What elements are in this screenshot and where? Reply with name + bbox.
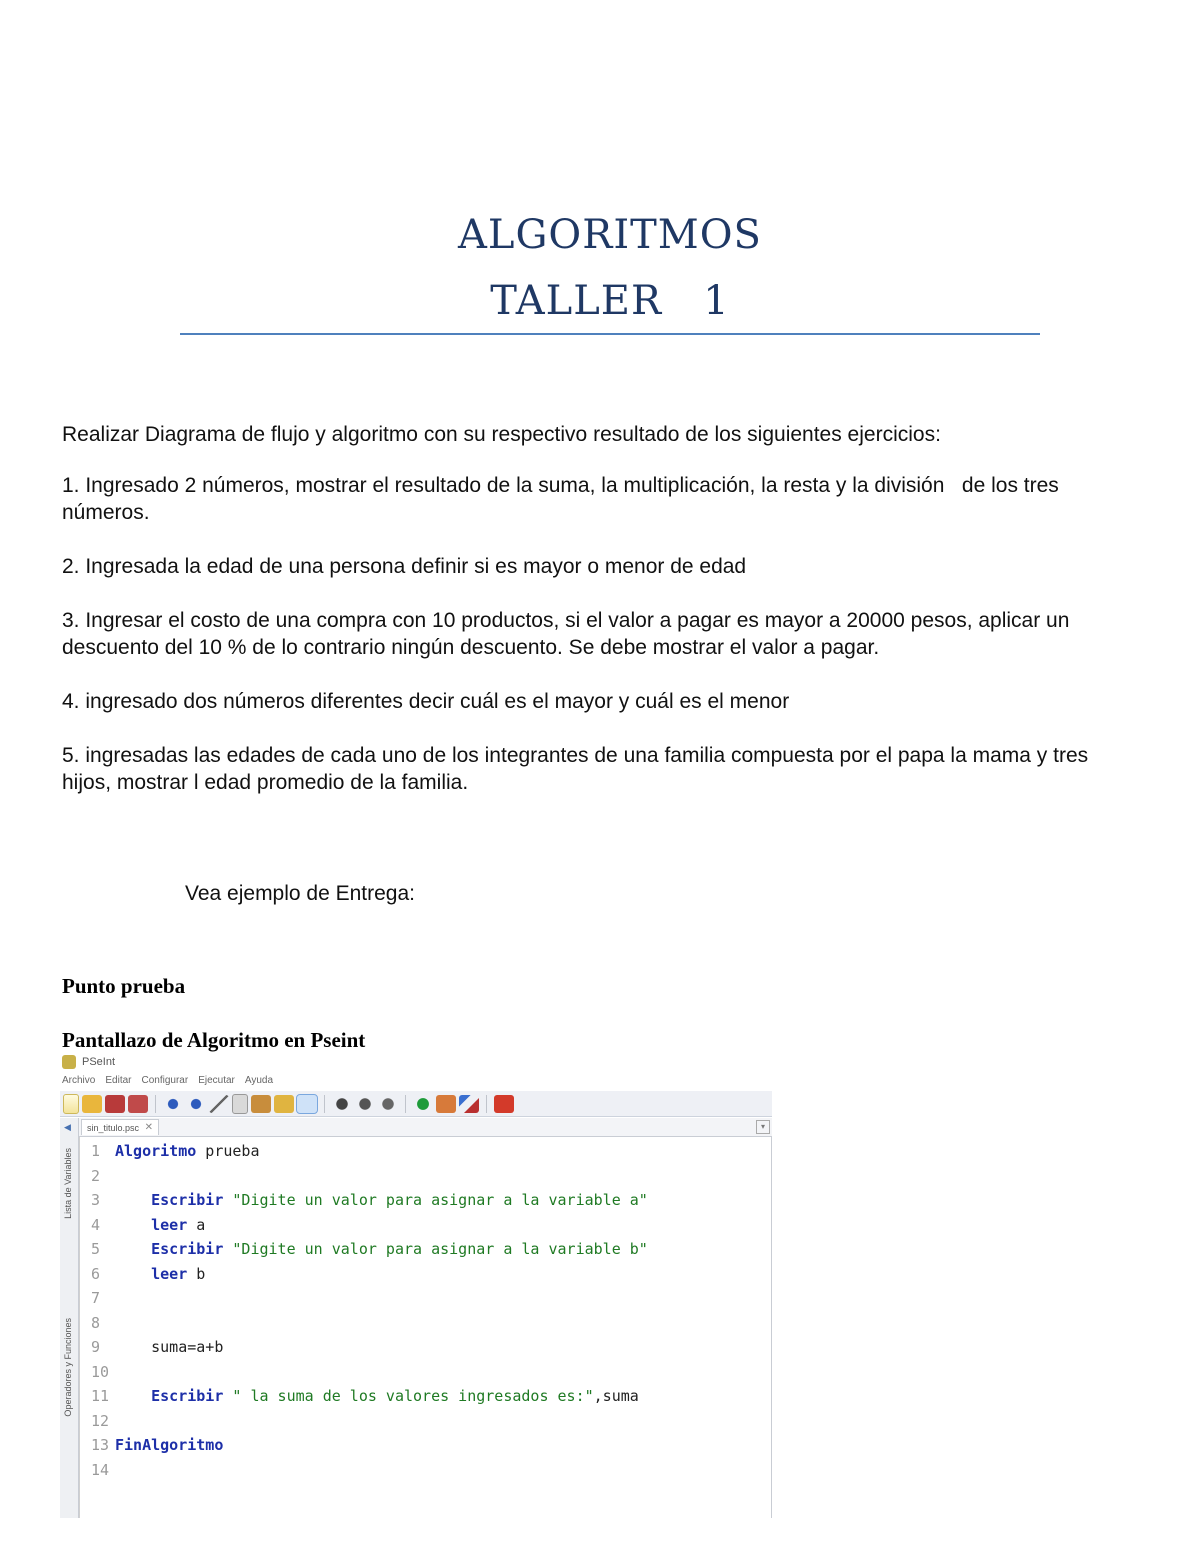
code-line (79, 1189, 648, 1211)
code-line (79, 1385, 639, 1407)
code-line (79, 1165, 115, 1187)
code-line (79, 1287, 115, 1309)
code-keyword: Escribir (151, 1191, 224, 1209)
toolbar-separator (155, 1095, 156, 1113)
menu-archivo[interactable]: Archivo (62, 1075, 96, 1086)
code-indent (115, 1240, 151, 1258)
save-icon[interactable] (105, 1095, 125, 1113)
section-heading: Punto prueba (62, 974, 186, 998)
line-number: 7 (91, 1289, 101, 1307)
step-run-icon[interactable] (436, 1095, 456, 1113)
operators-panel-tab[interactable]: Operadores y Funciones (63, 1318, 73, 1417)
editor-tab-bar (79, 1118, 772, 1137)
menu-editar[interactable]: Editar (105, 1075, 132, 1086)
code-keyword: FinAlgoritmo (115, 1436, 224, 1454)
line-number: 4 (91, 1215, 101, 1234)
screenshot-caption: Pantallazo de Algoritmo en Pseint (62, 1028, 366, 1052)
code-line (79, 1459, 115, 1481)
code-line (79, 1336, 223, 1358)
code-line (79, 1238, 648, 1260)
code-line (79, 1140, 260, 1162)
line-number: 2 (91, 1166, 101, 1185)
code-keyword: leer (151, 1215, 188, 1234)
code-editor[interactable] (79, 1137, 772, 1518)
document-title: ALGORITMOS (458, 212, 762, 258)
code-indent (115, 1338, 151, 1356)
indent-icon[interactable] (274, 1095, 294, 1113)
line-number: 3 (91, 1191, 101, 1209)
code-line (79, 1434, 223, 1456)
code-line (79, 1263, 205, 1285)
exercise-3: 3. Ingresar el costo de una compra con 10 productos, si el valor a pagar es mayor a 20000 pesos, aplicar un descuento del 10 % de lo contrario ningún descuento. Se debe mostrar el valor a pagar. (62, 609, 1076, 659)
flowchart-icon[interactable] (459, 1095, 479, 1113)
line-number: 13 (91, 1436, 110, 1454)
collapse-arrow-icon[interactable]: ◀ (64, 1122, 71, 1132)
code-indent (115, 1265, 151, 1283)
side-panel (60, 1118, 79, 1518)
example-label: Vea ejemplo de Entrega: (185, 882, 415, 905)
intro-text: Realizar Diagrama de flujo y algoritmo con su respectivo resultado de los siguientes ejercicios: (62, 423, 941, 446)
line-number: 14 (91, 1460, 110, 1479)
exercise-5: 5. ingresadas las edades de cada uno de los integrantes de una familia compuesta por el papa la mama y tres hijos, mostrar l edad promedio de la familia. (62, 744, 1094, 794)
code-indent (115, 1216, 151, 1234)
paste-icon[interactable] (251, 1095, 271, 1113)
find-icon[interactable] (297, 1095, 317, 1113)
code-line (79, 1312, 115, 1334)
variables-panel-tab[interactable]: Lista de Variables (63, 1148, 73, 1219)
menu-bar (62, 1075, 273, 1089)
document-subtitle: TALLER 1 (490, 278, 730, 324)
exercise-2: 2. Ingresada la edad de una persona definir si es mayor o menor de edad (62, 555, 747, 578)
exercise-4: 4. ingresado dos números diferentes decir cuál es el mayor y cuál es el menor (62, 690, 790, 713)
line-number: 10 (91, 1362, 110, 1381)
menu-configurar[interactable]: Configurar (141, 1075, 189, 1086)
close-icon[interactable]: ✕ (144, 1122, 153, 1133)
code-string: "Digite un valor para asignar a la variable a" (232, 1191, 648, 1209)
code-string: "Digite un valor para asignar a la variable b" (232, 1240, 648, 1258)
line-number: 9 (91, 1338, 101, 1356)
code-text: a (187, 1215, 206, 1234)
cut-icon[interactable] (209, 1095, 229, 1113)
toolbar-separator (324, 1095, 325, 1113)
code-keyword: Escribir (151, 1387, 224, 1405)
toolbar-separator (405, 1095, 406, 1113)
code-line (79, 1214, 205, 1236)
copy-icon[interactable] (232, 1094, 248, 1114)
code-indent (115, 1387, 151, 1405)
replace-icon[interactable] (378, 1095, 398, 1113)
editor-tab-label: sin_titulo.psc (87, 1122, 140, 1133)
editor-tab[interactable] (81, 1119, 159, 1135)
code-text: b (187, 1264, 206, 1283)
pseint-screenshot (60, 1053, 772, 1518)
code-text: suma=a+b (151, 1338, 224, 1356)
code-keyword: leer (151, 1264, 188, 1283)
toolbar (60, 1091, 772, 1117)
window-title-bar (62, 1053, 115, 1071)
pseint-app-icon (62, 1055, 76, 1069)
menu-ayuda[interactable]: Ayuda (244, 1075, 274, 1086)
line-number: 8 (91, 1313, 101, 1332)
exercise-1: 1. Ingresado 2 números, mostrar el resultado de la suma, la multiplicación, la resta y la división de los tres números. (62, 474, 1065, 524)
code-keyword: Algoritmo (115, 1142, 197, 1160)
search-icon[interactable] (332, 1095, 352, 1113)
help-icon[interactable] (494, 1095, 514, 1113)
title-underline (180, 333, 1040, 335)
code-string: " la suma de los valores ingresados es:" (232, 1387, 594, 1405)
chevron-down-icon[interactable]: ▾ (756, 1120, 770, 1134)
open-folder-icon[interactable] (82, 1095, 102, 1113)
redo-icon[interactable] (186, 1095, 206, 1113)
window-title: PSeInt (82, 1056, 116, 1068)
menu-ejecutar[interactable]: Ejecutar (198, 1075, 235, 1086)
code-line (79, 1361, 115, 1383)
save-as-icon[interactable] (128, 1095, 148, 1113)
toolbar-separator (486, 1095, 487, 1113)
code-text: ,suma (593, 1387, 639, 1405)
search-next-icon[interactable] (355, 1095, 375, 1113)
run-icon[interactable] (413, 1095, 433, 1113)
new-file-icon[interactable] (63, 1094, 79, 1114)
line-number: 11 (91, 1387, 110, 1405)
undo-icon[interactable] (163, 1095, 183, 1113)
line-number: 12 (91, 1411, 110, 1430)
code-keyword: Escribir (151, 1240, 224, 1258)
line-number: 1 (91, 1142, 101, 1160)
code-indent (115, 1191, 151, 1209)
code-text: prueba (196, 1142, 260, 1160)
code-line (79, 1410, 115, 1432)
line-number: 5 (91, 1240, 101, 1258)
line-number: 6 (91, 1264, 101, 1283)
